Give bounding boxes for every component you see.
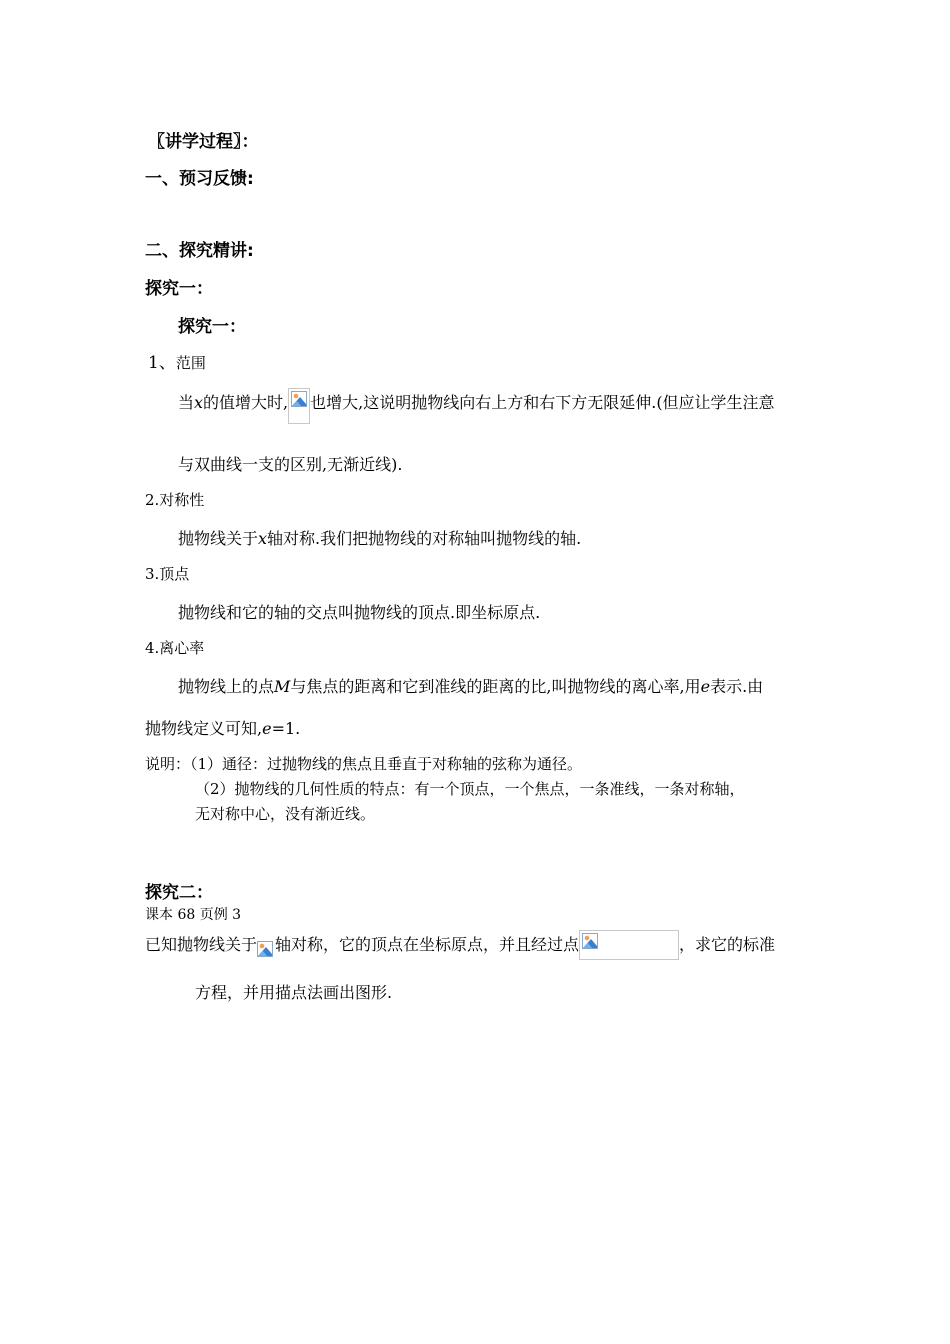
item1-heading xyxy=(148,348,206,373)
explore2-text-b: 轴对称，它的顶点在坐标原点，并且经过点 xyxy=(275,935,580,954)
notes-label: 说明： xyxy=(145,755,191,773)
item4-text-line2 xyxy=(145,716,300,739)
explore1-subheading: 探究一： xyxy=(178,317,246,337)
item2-title: 2.对称性 xyxy=(145,491,205,509)
variable-e: e xyxy=(700,677,711,696)
item1-text-c: 也增大,这说明抛物线向右上方和右下方无限延伸.(但应让学生注意 xyxy=(310,393,775,412)
item1-title: 范围 xyxy=(175,354,206,372)
item1-text-line2: 与双曲线一支的区别,无渐近线). xyxy=(178,455,403,474)
item3-title: 3.顶点 xyxy=(145,565,190,583)
item4-text-b: 与焦点的距离和它到准线的距离的比,叫抛物线的离心率,用 xyxy=(290,677,701,696)
broken-image-icon xyxy=(257,938,275,958)
broken-image-icon xyxy=(582,933,598,949)
item4-text-line1 xyxy=(178,674,763,697)
item4-title: 4.离心率 xyxy=(145,639,205,657)
notes-line1 xyxy=(145,753,582,774)
process-title: 〖讲学过程〗： xyxy=(148,132,259,152)
broken-image-icon xyxy=(291,391,307,407)
section-preview-feedback: 一、预习反馈: xyxy=(145,169,254,189)
note-3: 无对称中心，没有渐近线。 xyxy=(195,805,376,823)
item2-text-a: 抛物线关于 xyxy=(178,529,259,548)
item2-text-b: 轴对称.我们把抛物线的对称轴叫抛物线的轴. xyxy=(267,529,582,548)
item1-text-b: 的值增大时, xyxy=(203,393,289,412)
textbook-reference: 课本 68 页例 3 xyxy=(145,907,242,923)
explore2-heading: 探究二： xyxy=(145,883,213,903)
explore2-text-line2: 方程，并用描点法画出图形. xyxy=(195,983,393,1002)
variable-x: x xyxy=(194,393,204,412)
item3-text: 抛物线和它的轴的交点叫抛物线的顶点.即坐标原点. xyxy=(178,603,541,622)
note-1: （1）通径：过抛物线的焦点且垂直于对称轴的弦称为通径。 xyxy=(190,755,583,773)
item4-text-a: 抛物线上的点 xyxy=(178,677,275,696)
note-2: （2）抛物线的几何性质的特点：有一个顶点，一个焦点，一条准线，一条对称轴， xyxy=(195,780,745,798)
broken-image-icon xyxy=(288,388,310,424)
broken-image-icon xyxy=(579,930,679,960)
explore2-text-a: 已知抛物线关于 xyxy=(145,935,258,954)
variable-M: M xyxy=(274,677,291,696)
item4-text-c: 表示.由 xyxy=(710,677,764,696)
variable-x: x xyxy=(258,529,268,548)
explore2-text-c: ，求它的标准 xyxy=(679,935,776,954)
item1-number: 1、 xyxy=(148,353,176,373)
variable-e: e xyxy=(262,719,272,738)
broken-image-icon xyxy=(257,941,273,957)
section-explore-lecture: 二、探究精讲: xyxy=(145,241,254,261)
explore1-heading: 探究一： xyxy=(145,279,213,299)
item4-text-e: =1. xyxy=(271,719,301,738)
item2-text xyxy=(178,526,581,549)
item1-text-a: 当 xyxy=(178,393,195,412)
explore2-text-line1 xyxy=(145,930,775,960)
item4-text-d: 抛物线定义可知, xyxy=(145,719,263,738)
item1-text-line1 xyxy=(178,388,775,424)
